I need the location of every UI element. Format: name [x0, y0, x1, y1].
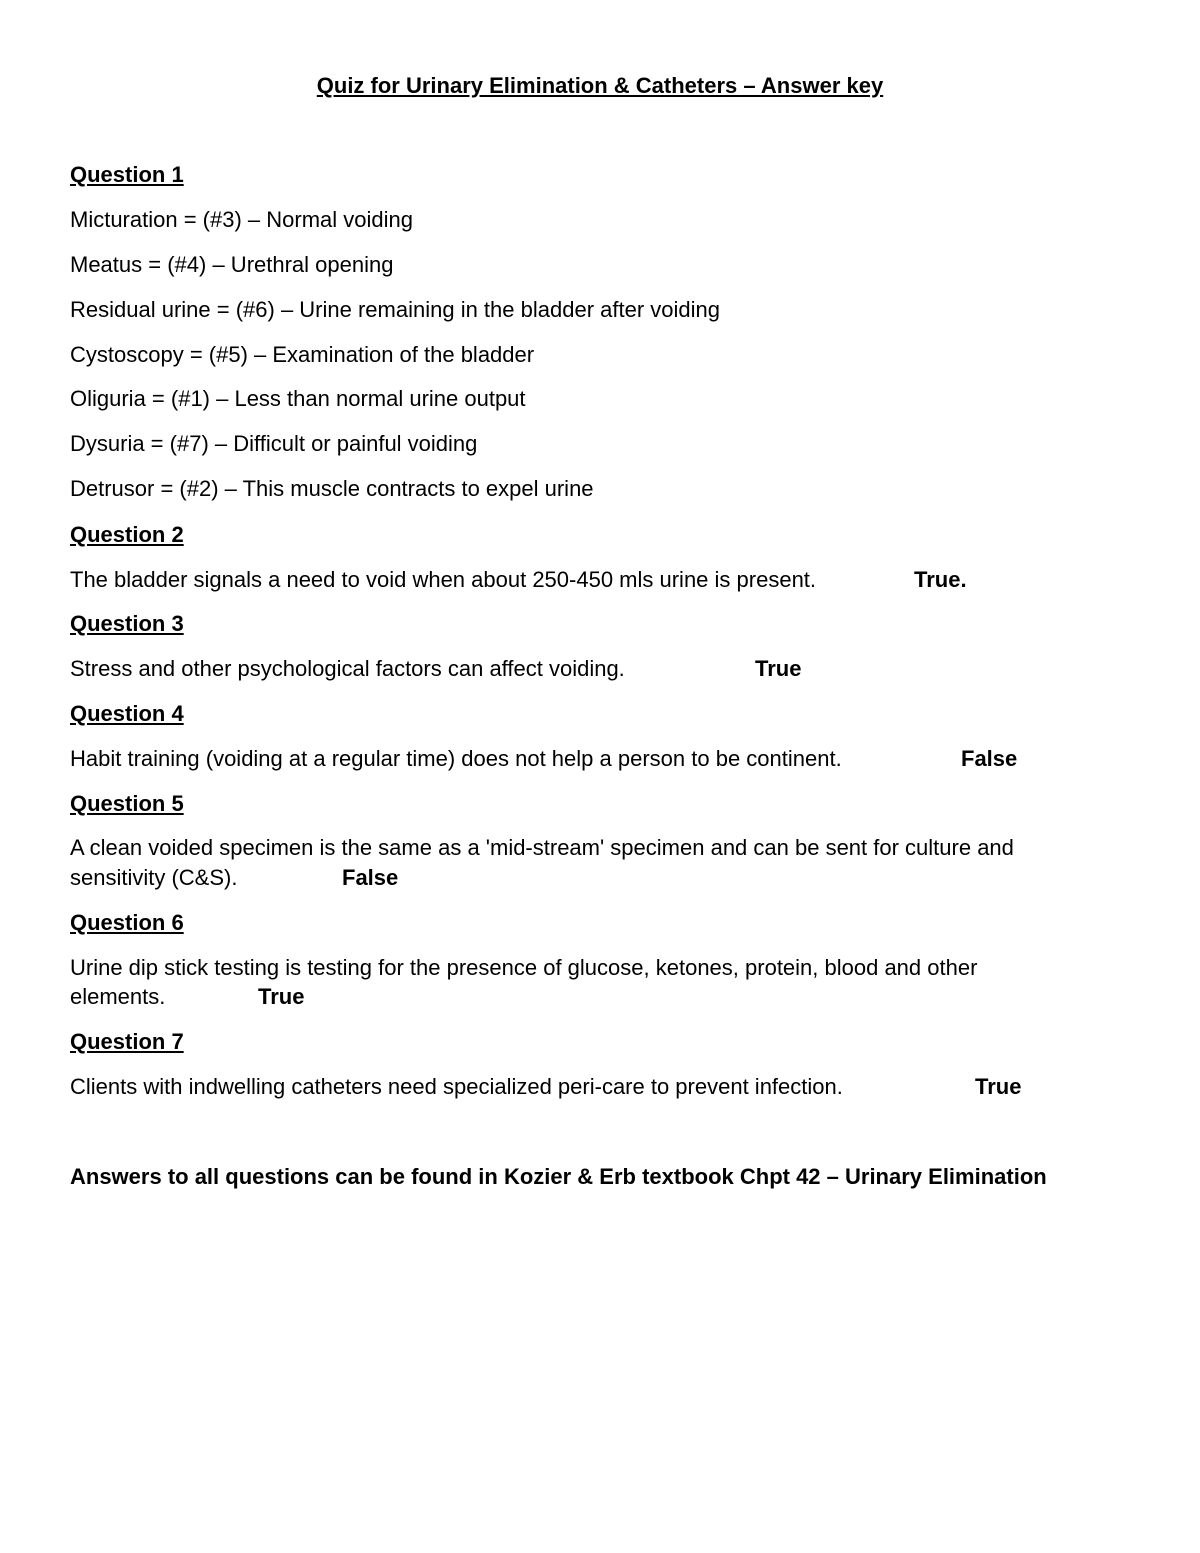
q2-answer: True. — [914, 567, 967, 592]
q5-answer: False — [342, 865, 399, 890]
q1-item-micturation: Micturation = (#3) – Normal voiding — [70, 207, 413, 232]
q2-statement: The bladder signals a need to void when about 250-450 mls urine is present. — [70, 567, 817, 592]
q5-statement-line1: A clean voided specimen is the same as a 'mid-stream' specimen and can be sent for culture and — [70, 835, 1014, 860]
question-2-heading: Question 2 — [70, 522, 184, 547]
q6-answer: True — [258, 984, 305, 1009]
q7-answer: True — [975, 1074, 1022, 1099]
q6-statement-line1: Urine dip stick testing is testing for the presence of glucose, ketones, protein, blood and other — [70, 955, 978, 980]
q4-answer: False — [961, 746, 1018, 771]
q1-item-detrusor: Detrusor = (#2) – This muscle contracts to expel urine — [70, 476, 594, 501]
q5-statement-line2: sensitivity (C&S). — [70, 865, 238, 890]
answers-source-note: Answers to all questions can be found in Kozier & Erb textbook Chpt 42 – Urinary Elimination — [70, 1164, 1047, 1189]
q6-statement-line2: elements. — [70, 984, 166, 1009]
q1-item-cystoscopy: Cystoscopy = (#5) – Examination of the bladder — [70, 342, 535, 367]
q4-statement: Habit training (voiding at a regular time) does not help a person to be continent. — [70, 746, 842, 771]
q1-item-oliguria: Oliguria = (#1) – Less than normal urine output — [70, 386, 526, 411]
q3-answer: True — [755, 656, 802, 681]
q1-item-residual-urine: Residual urine = (#6) – Urine remaining in the bladder after voiding — [70, 297, 720, 322]
q1-item-meatus: Meatus = (#4) – Urethral opening — [70, 252, 394, 277]
question-1-heading: Question 1 — [70, 162, 184, 187]
question-7-heading: Question 7 — [70, 1029, 184, 1054]
document-title: Quiz for Urinary Elimination & Catheters – Answer key — [316, 73, 884, 98]
q3-statement: Stress and other psychological factors can affect voiding. — [70, 656, 625, 681]
question-4-heading: Question 4 — [70, 701, 184, 726]
question-6-heading: Question 6 — [70, 910, 184, 935]
question-5-heading: Question 5 — [70, 791, 184, 816]
question-3-heading: Question 3 — [70, 611, 184, 636]
q7-statement: Clients with indwelling catheters need specialized peri-care to prevent infection. — [70, 1074, 843, 1099]
q1-item-dysuria: Dysuria = (#7) – Difficult or painful voiding — [70, 431, 478, 456]
